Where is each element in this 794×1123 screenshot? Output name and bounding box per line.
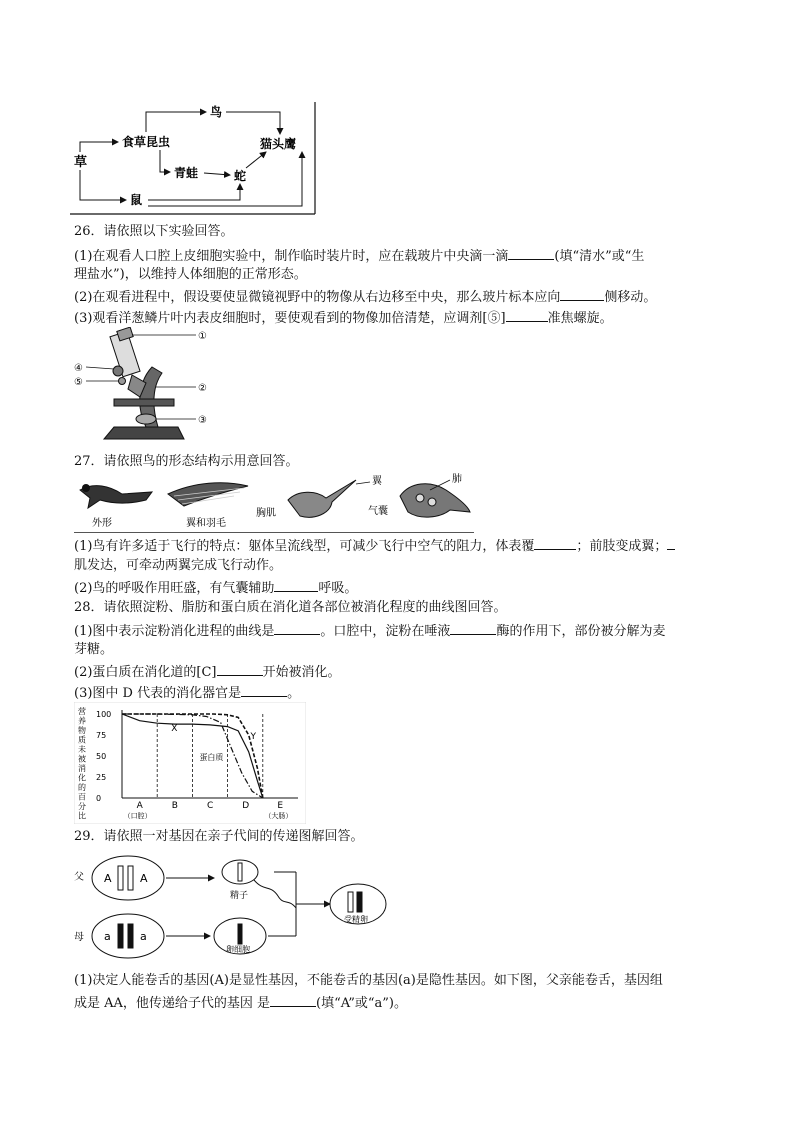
label-wing-feather: 翼和羽毛 bbox=[186, 518, 226, 529]
chart-category-label: E bbox=[277, 801, 284, 811]
chart-y-tick-label: 0 bbox=[96, 794, 102, 803]
answer-blank[interactable] bbox=[450, 620, 496, 635]
label-air-sac: 气囊 bbox=[368, 506, 388, 517]
chart-category-note: （大肠） bbox=[264, 812, 293, 820]
chart-y-tick-label: 25 bbox=[96, 773, 107, 782]
zygote-label: 受精卵 bbox=[344, 915, 368, 924]
answer-blank[interactable] bbox=[667, 535, 675, 550]
mother-label: 母 bbox=[74, 932, 84, 943]
mic-label-4: ④ bbox=[74, 363, 83, 374]
answer-blank[interactable] bbox=[274, 620, 320, 635]
chart-ylabel-char: 营 bbox=[78, 707, 86, 716]
microscope-figure bbox=[74, 327, 214, 449]
food-web-insect: 食草昆虫 bbox=[122, 135, 171, 149]
answer-blank[interactable] bbox=[270, 992, 316, 1007]
q27-p1-a: (1)鸟有许多适于飞行的特点：躯体呈流线型，可减少飞行中空气的阻力，体表覆 bbox=[74, 539, 535, 554]
chart-ylabel-char: 质 bbox=[78, 735, 86, 745]
q28-p1-c: 酶的作用下，部份被分解为麦 bbox=[496, 624, 666, 639]
mic-label-2: ② bbox=[198, 383, 207, 394]
answer-blank[interactable] bbox=[560, 286, 604, 301]
q28-p2-a: (2)蛋白质在消化道的[C] bbox=[74, 665, 217, 680]
chart-ylabel-char: 的 bbox=[78, 783, 86, 792]
food-web-diagram bbox=[70, 100, 320, 218]
digestion-chart-svg bbox=[74, 702, 306, 824]
chart-category-note: （口腔） bbox=[123, 812, 152, 820]
food-web-bird: 鸟 bbox=[210, 105, 223, 119]
q27-p2-a: (2)鸟的呼吸作用旺盛，有气囊辅助 bbox=[74, 581, 275, 596]
bird-svg bbox=[74, 472, 474, 530]
q26-p2-b: 侧移动。 bbox=[604, 290, 657, 305]
food-web-owl: 猫头鹰 bbox=[260, 137, 297, 151]
q28-p2-b: 开始被消化。 bbox=[262, 665, 341, 680]
label-lung: 肺 bbox=[452, 474, 462, 485]
chart-ylabel-char: 物 bbox=[78, 726, 86, 735]
food-web-snake: 蛇 bbox=[234, 169, 247, 183]
food-web-svg bbox=[70, 100, 320, 218]
q29-title: 29．请依照一对基因在亲子代间的传递图解回答。 bbox=[74, 829, 364, 844]
mic-label-5: ⑤ bbox=[74, 377, 83, 388]
father-allele-left: A bbox=[104, 872, 112, 885]
answer-blank[interactable] bbox=[274, 577, 318, 592]
sperm-label: 精子 bbox=[230, 891, 249, 901]
chart-annotation-protein: 蛋白质 bbox=[199, 753, 224, 763]
chart-y-tick-label: 100 bbox=[96, 710, 112, 719]
q26-p1-a: (1)在观看人口腔上皮细胞实验中，制作临时装片时，应在载玻片中央滴一滴 bbox=[74, 249, 509, 264]
q26-p2 bbox=[74, 286, 656, 308]
chart-category-label: C bbox=[207, 801, 214, 811]
answer-blank[interactable] bbox=[241, 682, 287, 697]
food-web-grass: 草 bbox=[74, 155, 88, 170]
label-shape: 外形 bbox=[92, 518, 112, 529]
chart-ylabel-char: 被 bbox=[78, 754, 86, 764]
chart-category-label: A bbox=[136, 801, 143, 811]
answer-blank[interactable] bbox=[217, 661, 263, 676]
q27-p1-line1 bbox=[74, 535, 675, 557]
chart-ylabel bbox=[78, 706, 86, 821]
mother-allele-left: a bbox=[104, 930, 111, 943]
bird-figure bbox=[74, 472, 474, 530]
q26-p1-c: 理盐水”)，以维持人体细胞的正常形态。 bbox=[74, 267, 307, 282]
q26-p3-a: (3)观看洋葱鳞片叶内表皮细胞时，要使观看到的物像加倍清楚，应调剂[⑤] bbox=[74, 311, 506, 326]
chart-annotation-y: Y bbox=[250, 732, 256, 743]
digestion-chart bbox=[74, 702, 306, 824]
q26-p2-a: (2)在观看进程中，假设要使显微镜视野中的物像从右边移至中央，那么玻片标本应向 bbox=[74, 290, 561, 305]
q26-p1-b: (填“清水”或“生 bbox=[554, 249, 645, 264]
q26-p3 bbox=[74, 307, 613, 329]
mic-label-1: ① bbox=[198, 331, 207, 342]
chart-ylabel-char: 养 bbox=[78, 716, 86, 726]
q27-p1-b: ；前肢变成翼； bbox=[576, 539, 668, 554]
q28-p1-b: 。口腔中，淀粉在唾液 bbox=[320, 624, 451, 639]
chart-category-label: D bbox=[242, 801, 250, 811]
chart-ylabel-char: 未 bbox=[78, 745, 86, 754]
chart-ylabel-char: 消 bbox=[78, 764, 86, 773]
q29-p1-c: (填“A”或“a”)。 bbox=[316, 996, 408, 1011]
q26-title: 26．请依照以下实验回答。 bbox=[74, 224, 234, 239]
label-wing: 翼 bbox=[372, 476, 382, 487]
q26-p1-line1 bbox=[74, 245, 644, 267]
answer-blank[interactable] bbox=[508, 245, 554, 260]
q29-p1-line2 bbox=[74, 992, 407, 1014]
food-web-frog: 青蛙 bbox=[174, 166, 199, 180]
q29-p1-b: 成是 AA，他传递给子代的基因 是 bbox=[74, 996, 271, 1011]
q27-title: 27．请依照鸟的形态结构示用意回答。 bbox=[74, 454, 299, 469]
chart-ylabel-char: 分 bbox=[78, 802, 86, 811]
chart-ylabel-char: 比 bbox=[78, 811, 86, 821]
father-label: 父 bbox=[74, 872, 84, 883]
mic-label-3: ③ bbox=[198, 415, 207, 426]
q27-p2-b: 呼吸。 bbox=[318, 581, 358, 596]
q29-p1-a: (1)决定人能卷舌的基因(A)是显性基因，不能卷舌的基因(a)是隐性基因。如下图，父亲能卷舌，基因组 bbox=[74, 973, 663, 988]
gene-transfer-diagram bbox=[74, 848, 394, 964]
q28-title: 28．请依照淀粉、脂肪和蛋白质在消化道各部位被消化程度的曲线图回答。 bbox=[74, 600, 507, 615]
q28-p1-d: 芽糖。 bbox=[74, 642, 114, 657]
answer-blank[interactable] bbox=[534, 535, 576, 550]
q26-p3-b: 准焦螺旋。 bbox=[547, 311, 613, 326]
q28-p3 bbox=[74, 682, 300, 704]
gene-svg bbox=[74, 848, 394, 964]
food-web-mouse: 鼠 bbox=[130, 193, 143, 207]
chart-ylabel-char: 化 bbox=[78, 773, 86, 783]
mother-allele-right: a bbox=[140, 930, 147, 943]
divider bbox=[74, 532, 474, 533]
chart-annotation-x: X bbox=[171, 723, 178, 734]
chart-y-tick-label: 75 bbox=[96, 731, 107, 740]
chart-y-tick-label: 50 bbox=[96, 752, 107, 761]
q28-p3-b: 。 bbox=[287, 686, 301, 701]
father-allele-right: A bbox=[140, 872, 148, 885]
q28-p1-a: (1)图中表示淀粉消化进程的曲线是 bbox=[74, 624, 275, 639]
chart-category-label: B bbox=[171, 801, 178, 811]
q28-p2 bbox=[74, 661, 341, 683]
chart-ylabel-char: 百 bbox=[78, 792, 86, 802]
microscope-svg bbox=[74, 327, 214, 449]
q28-p3-a: (3)图中 D 代表的消化器官是 bbox=[74, 686, 242, 701]
answer-blank[interactable] bbox=[506, 307, 548, 322]
q27-p2 bbox=[74, 577, 357, 599]
q28-p1-line1 bbox=[74, 620, 665, 642]
q27-p1-c: 肌发达，可牵动两翼完成飞行动作。 bbox=[74, 558, 283, 573]
egg-label: 卵细胞 bbox=[226, 945, 250, 954]
label-chest-muscle: 胸肌 bbox=[256, 508, 276, 519]
